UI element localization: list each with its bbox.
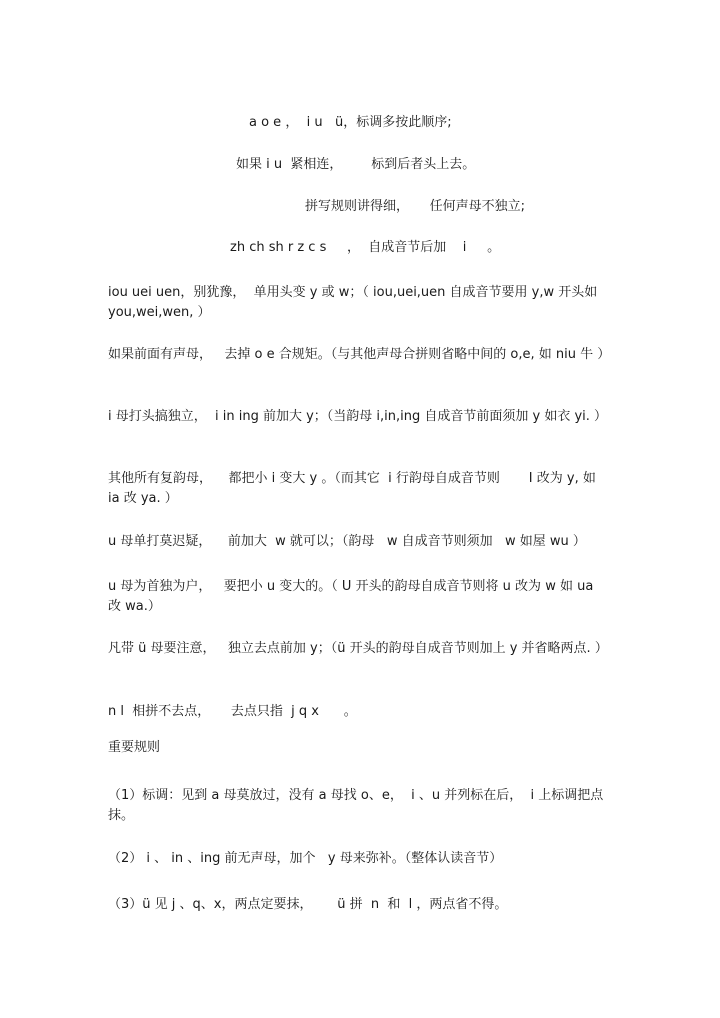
rule-paragraph: 其他所有复韵母， 都把小 i 变大 y 。（而其它 i 行韵母自成音节则 I 改为 y, 如 ia 改 ya. ） [108,471,600,506]
rule-paragraph: u 母单打莫迟疑， 前加大 w 就可以；（韵母 w 自成音节则须加 w 如屋 wu ） [108,534,586,549]
verse-line-2: 如果 i u 紧相连， 标到后者头上去。 [236,157,476,172]
rule-paragraph: i 母打头搞独立， i in ing 前加大 y；（当韵母 i,in,ing 自成音节前面须加 y 如衣 yi. ） [108,409,608,424]
rule-paragraph: u 母为首独为户， 要把小 u 变大的。（ U 开头的韵母自成音节则将 u 改为 w 如 ua 改 wa.） [108,579,598,614]
verse-line-1: a o e ， i u ü，标调多按此顺序; [249,115,452,130]
verse-line-3: 拼写规则讲得细， 任何声母不独立; [305,199,526,214]
important-rule: （3）ü 见 j 、q、x，两点定要抹， ü 拼 n 和 l ，两点省不得。 [108,897,508,912]
rule-paragraph: 凡带 ü 母要注意， 独立去点前加 y；（ü 开头的韵母自成音节则加上 y 并省略两点. ） [108,641,608,656]
important-rule: （1）标调：见到 a 母莫放过，没有 a 母找 o、e， i 、u 并列标在后， i 上标调把点抹。 [108,788,604,823]
rule-paragraph: 如果前面有声母， 去掉 o e 合规矩。（与其他声母合拼则省略中间的 o,e, 如 niu 牛 ） [108,347,611,362]
rule-paragraph: n l 相拼不去点， 去点只指 j q x 。 [108,704,357,719]
important-rule: （2） i 、 in 、ing 前无声母，加个 y 母来弥补。（整体认读音节） [108,851,503,866]
section-title: 重要规则 [108,740,161,755]
rule-paragraph: iou uei uen，别犹豫， 单用头变 y 或 w；（ iou,uei,uen 自成音节要用 y,w 开头如 you,wei,wen, ） [108,285,602,320]
verse-line-4: zh ch sh r z c s ， 自成音节后加 i 。 [230,240,501,255]
